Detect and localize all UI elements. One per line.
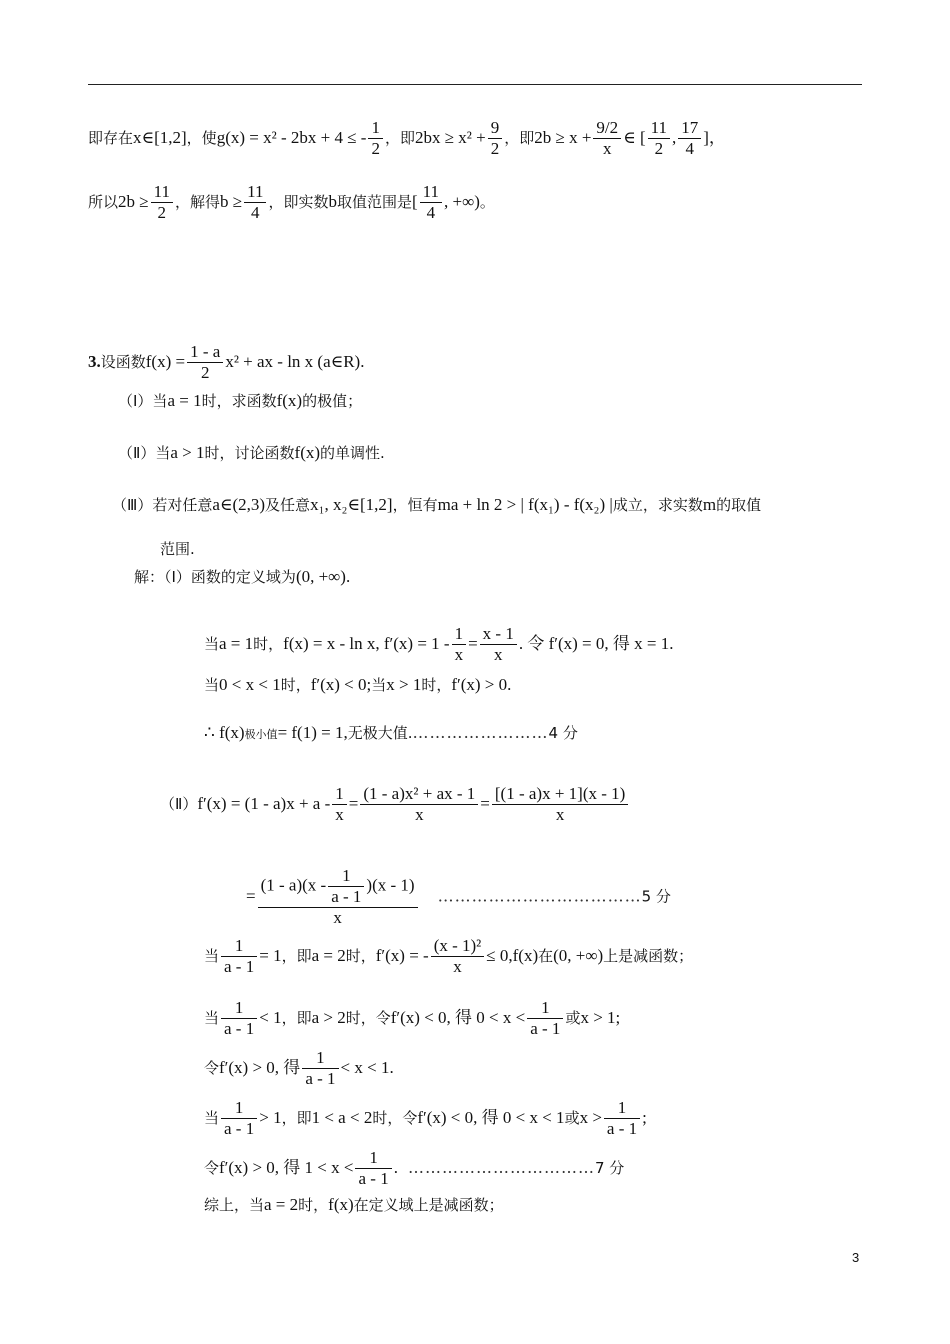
text: 解：（Ⅰ）函数的定义域为 <box>134 568 296 586</box>
math: a > 2 <box>311 1008 346 1027</box>
fraction-denominator: a - 1 <box>606 1119 638 1138</box>
math: , <box>672 128 677 147</box>
fraction-denominator: x <box>494 645 503 664</box>
fraction-numerator: 11 <box>648 118 670 139</box>
math: 0 < x < 1 <box>219 675 281 694</box>
math: f(x) = <box>145 352 186 371</box>
math: a = 1 <box>219 634 254 653</box>
text: ，解得 <box>174 193 220 211</box>
fraction <box>258 866 418 928</box>
text: 令 <box>204 1159 220 1177</box>
fraction-numerator: 11 <box>244 182 266 203</box>
math: f′(x) = - <box>375 946 429 965</box>
fraction <box>360 784 478 825</box>
text: 综上，当 <box>204 1196 265 1214</box>
text: 时，讨论函数 <box>204 444 295 462</box>
math: f(x) <box>276 391 303 410</box>
score-label: 7 分 <box>594 1159 625 1177</box>
math: m <box>702 495 717 514</box>
question-3-cont <box>160 538 195 560</box>
fraction-denominator: 4 <box>685 139 695 158</box>
fraction <box>221 936 257 977</box>
math: b <box>328 192 337 211</box>
solution-5 <box>160 784 630 825</box>
fraction-denominator: 2 <box>157 203 167 222</box>
numerator-part: )(x - 1) <box>366 875 415 895</box>
fraction <box>187 342 223 383</box>
prev-line-2 <box>88 182 495 223</box>
text: 时，令 <box>372 1109 418 1127</box>
text: ，即 <box>384 129 415 147</box>
score-label: 4 分 <box>548 724 578 742</box>
text: 所以 <box>88 193 119 211</box>
math: = <box>246 886 256 906</box>
math: ∴ f(x) <box>204 723 245 742</box>
fraction-numerator: 9 <box>488 118 503 139</box>
text: （Ⅱ）当 <box>118 444 171 462</box>
math: f′(x) > 0, 得 <box>219 1058 301 1077</box>
math: . <box>393 1158 398 1177</box>
math: = f(1) = 1, <box>277 723 348 742</box>
fraction-numerator: 1 <box>221 998 257 1019</box>
fraction-numerator: 11 <box>151 182 173 203</box>
fraction-denominator: a - 1 <box>224 957 255 976</box>
text: 成立，求实数 <box>612 496 703 514</box>
fraction-numerator: 1 <box>221 1098 257 1119</box>
math: . 令 f′(x) = 0, 得 x = 1. <box>518 634 674 653</box>
text: （Ⅲ）若对任意 <box>112 496 213 514</box>
math: a = 2 <box>311 946 346 965</box>
math: x² + ax - ln x (a∈R). <box>225 352 365 371</box>
inner-fraction <box>328 866 364 907</box>
math: [ <box>412 192 418 211</box>
text: 在 <box>538 947 554 965</box>
header-rule <box>88 84 862 85</box>
math: x∈[1,2] <box>133 128 187 147</box>
math: = 1 <box>259 946 282 965</box>
dot-leader: ……………………………… <box>437 886 642 906</box>
fraction-numerator: 1 <box>604 1098 640 1119</box>
math: a > 1 <box>170 443 205 462</box>
text: 及任意 <box>265 496 311 514</box>
solution-1 <box>134 566 350 588</box>
text: 或 <box>565 1009 581 1027</box>
text: 时， <box>280 676 311 694</box>
fraction <box>221 1098 257 1139</box>
text: 时，令 <box>345 1009 391 1027</box>
math: = <box>348 794 359 813</box>
math: ; <box>642 1108 647 1127</box>
math: a = 1 <box>167 391 202 410</box>
dot-leader: …………………………… <box>407 1158 595 1177</box>
fraction-denominator: a - 1 <box>224 1019 255 1038</box>
question-3 <box>112 494 761 516</box>
text: 的单调性. <box>320 444 385 462</box>
fraction-numerator: 1 <box>527 998 563 1019</box>
fraction-denominator: a - 1 <box>358 1169 389 1188</box>
math: a = 2 <box>264 1195 299 1214</box>
fraction-denominator: x <box>603 139 612 158</box>
text: 时， <box>345 947 376 965</box>
math: (0, +∞) <box>553 946 604 965</box>
solution-4 <box>204 722 578 746</box>
math: b ≥ <box>220 192 243 211</box>
fraction-numerator: (x - 1)² <box>431 936 485 957</box>
text: 的取值 <box>716 496 762 514</box>
solution-2 <box>204 624 673 665</box>
fraction-numerator: 1 <box>328 866 364 887</box>
fraction-numerator: 11 <box>420 182 442 203</box>
text: 时，求函数 <box>201 392 277 410</box>
text: ，即 <box>504 129 535 147</box>
fraction <box>355 1148 391 1189</box>
math: f′(x) > 0, 得 1 < x < <box>219 1158 354 1177</box>
math: x > 1; <box>580 1008 621 1027</box>
fraction <box>648 118 670 159</box>
text: 上是减函数； <box>603 947 694 965</box>
problem-statement <box>88 342 364 383</box>
dot-leader: …………………… <box>412 723 549 742</box>
fraction-denominator: x <box>333 908 342 927</box>
fraction-denominator: x <box>454 645 464 664</box>
math: f′(x) < 0, 得 0 < x < 1 <box>417 1108 565 1127</box>
text: ，即实数 <box>268 193 329 211</box>
text: 令 <box>204 1059 220 1077</box>
fraction <box>593 118 621 159</box>
fraction-numerator: 9/2 <box>593 118 621 139</box>
problem-number: 3. <box>88 352 101 371</box>
fraction <box>492 784 628 825</box>
solution-8 <box>204 998 620 1039</box>
fraction-denominator: 2 <box>654 139 664 158</box>
math: 1 < a < 2 <box>311 1108 373 1127</box>
question-2 <box>118 442 385 464</box>
math: > 1 <box>259 1108 282 1127</box>
solution-3 <box>204 674 511 696</box>
text: ，使 <box>186 129 217 147</box>
text: ，即 <box>281 947 312 965</box>
math: 2bx ≥ x² + <box>414 128 486 147</box>
text: 的极值； <box>302 392 363 410</box>
fraction <box>302 1048 338 1089</box>
solution-11 <box>204 1148 624 1189</box>
text: ，即 <box>281 1109 312 1127</box>
prev-line-1 <box>88 118 726 159</box>
fraction <box>244 182 266 223</box>
math: x₁, x₂∈[1,2] <box>310 495 393 514</box>
fraction-denominator: a - 1 <box>331 887 362 906</box>
fraction-numerator: 1 - a <box>187 342 223 363</box>
math: f(x) <box>328 1195 354 1214</box>
text: 时， <box>421 676 452 694</box>
math: 2b ≥ <box>118 192 149 211</box>
fraction-denominator: 2 <box>371 139 380 158</box>
fraction-numerator: 1 <box>452 624 467 645</box>
math: , +∞) <box>444 192 480 211</box>
numerator-part: (1 - a)(x - <box>260 875 327 895</box>
fraction-denominator: x <box>453 957 462 976</box>
fraction-numerator: 1 <box>332 784 347 805</box>
text: 无极大值. <box>347 724 413 742</box>
solution-9 <box>204 1048 394 1089</box>
math: f(x) <box>512 946 539 965</box>
text: （Ⅱ） <box>160 795 198 813</box>
math: (0, +∞). <box>295 567 351 586</box>
fraction-denominator: 2 <box>200 363 210 382</box>
text: 取值范围是 <box>336 193 412 211</box>
math: ≤ 0, <box>486 946 513 965</box>
fraction <box>488 118 503 159</box>
math: < x < 1. <box>340 1058 394 1077</box>
fraction <box>678 118 701 159</box>
fraction-numerator <box>258 866 418 908</box>
fraction-denominator: a - 1 <box>305 1069 336 1088</box>
fraction <box>221 998 257 1039</box>
question-1 <box>118 390 362 412</box>
text: ，即 <box>281 1009 312 1027</box>
fraction-numerator: 1 <box>368 118 383 139</box>
math: f′(x) < 0, 得 0 < x < <box>390 1008 526 1027</box>
text: 或 <box>564 1109 580 1127</box>
fraction-denominator: x <box>555 805 565 824</box>
math: f′(x) = (1 - a)x + a - <box>197 794 331 813</box>
text: 时， <box>253 635 284 653</box>
text: 当 <box>204 676 220 694</box>
solution-12 <box>204 1194 504 1216</box>
fraction <box>420 182 442 223</box>
fraction-numerator: [(1 - a)x + 1](x - 1) <box>492 784 628 805</box>
solution-7 <box>204 936 693 977</box>
math: ma + ln 2 > | f(x₁) - f(x₂) | <box>437 495 613 514</box>
text: （Ⅰ）当 <box>118 392 168 410</box>
text: 范围. <box>160 540 195 558</box>
solution-10 <box>204 1098 647 1139</box>
text: 即存在 <box>88 129 134 147</box>
text: 当 <box>204 1109 220 1127</box>
text: 设函数 <box>100 353 146 371</box>
text: 当 <box>204 947 220 965</box>
fraction-numerator: 1 <box>355 1148 391 1169</box>
math: f′(x) < 0; <box>310 675 372 694</box>
math: ∈ [ <box>623 128 646 147</box>
page-number: 3 <box>852 1250 860 1265</box>
fraction-denominator: 2 <box>490 139 500 158</box>
math: x > <box>579 1108 602 1127</box>
math: a∈(2,3) <box>212 495 266 514</box>
text: 。 <box>479 193 495 211</box>
fraction <box>480 624 517 665</box>
fraction <box>604 1098 640 1139</box>
fraction <box>527 998 563 1039</box>
math: < 1 <box>259 1008 282 1027</box>
fraction-denominator: 4 <box>426 203 436 222</box>
fraction <box>332 784 347 825</box>
math: f(x) = x - ln x, f′(x) = 1 - <box>283 634 450 653</box>
text: 当 <box>204 1009 220 1027</box>
math: g(x) = x² - 2bx + 4 ≤ - <box>216 128 367 147</box>
text: 当 <box>204 635 220 653</box>
fraction-numerator: (1 - a)x² + ax - 1 <box>360 784 478 805</box>
fraction-denominator: a - 1 <box>224 1119 255 1138</box>
fraction-numerator: 1 <box>221 936 257 957</box>
text: 当 <box>371 676 387 694</box>
solution-6 <box>246 866 671 928</box>
fraction-denominator: x <box>415 805 424 824</box>
fraction-denominator: 4 <box>251 203 260 222</box>
fraction-denominator: x <box>335 805 344 824</box>
subscript-label: 极小值 <box>244 728 278 741</box>
math: 2b ≥ x + <box>534 128 592 147</box>
fraction-denominator: a - 1 <box>530 1019 561 1038</box>
text: 在定义域上是减函数； <box>353 1196 504 1214</box>
math: = <box>480 794 490 813</box>
fraction-numerator: 17 <box>678 118 701 139</box>
math: x > 1 <box>386 675 422 694</box>
score-label: 5 分 <box>641 887 671 906</box>
fraction <box>368 118 383 159</box>
text: 时， <box>298 1196 329 1214</box>
math: = <box>468 634 478 653</box>
math: ]， <box>703 128 726 147</box>
fraction-numerator: 1 <box>302 1048 338 1069</box>
math: f(x) <box>294 443 321 462</box>
fraction <box>431 936 485 977</box>
math: f′(x) > 0. <box>451 675 512 694</box>
fraction-numerator: x - 1 <box>480 624 517 645</box>
fraction <box>151 182 173 223</box>
text: ，恒有 <box>392 496 438 514</box>
fraction <box>452 624 467 665</box>
